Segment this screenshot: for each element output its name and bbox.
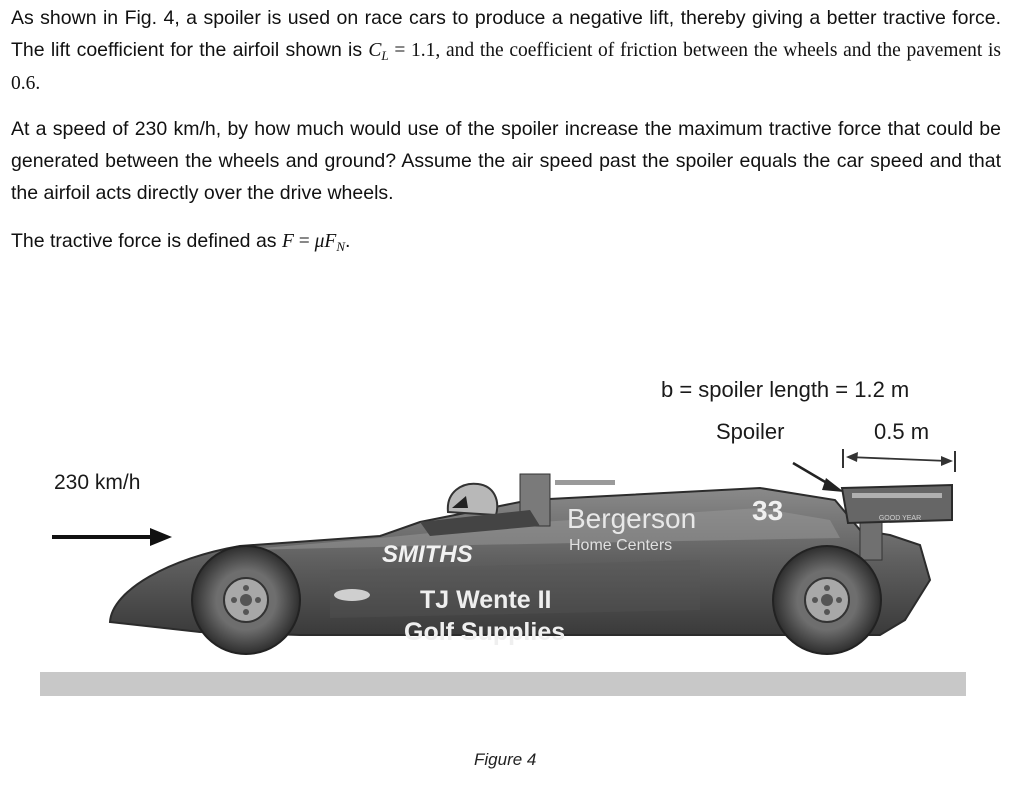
car-number: 33 [752, 495, 784, 526]
cl-value: = 1.1, and the coefficient of friction between the wheels and the pavement is 0.6. [11, 40, 1001, 94]
svg-text:GOOD YEAR: GOOD YEAR [878, 515, 922, 522]
mu-fn-symbol: $\mu F_N$ [314, 231, 346, 254]
speed-label: 230 km/h [54, 471, 141, 494]
p1-text: As shown in Fig. 4, a spoiler is used on race cars to produce a negative lift, thereby giving a better tractive force. The lift coefficient for the airfoil shown is [11, 7, 1001, 61]
problem-paragraph-2: At a speed of 230 km/h, by how much would use of the spoiler increase the maximum tractive force that could be generated between the wheels and ground? Assume the air speed past the spoiler equals the car speed and that the airfoil acts directly over the drive wheels. [11, 118, 1001, 204]
p3-period: . [345, 230, 351, 252]
velocity-arrow-icon [52, 528, 172, 546]
cl-symbol: $C_L$ [368, 40, 389, 63]
equals-sign: = [293, 231, 315, 252]
spoiler-length-label: b = spoiler length = 1.2 m [661, 377, 910, 402]
rear-wheel [773, 546, 881, 654]
front-wheel [192, 546, 300, 654]
chord-dimension-arrow [843, 449, 955, 472]
problem-paragraph-3 [11, 225, 1001, 258]
ground [40, 672, 966, 696]
car-illustration [0, 360, 1024, 785]
sponsor-smiths: SMITHS [382, 541, 473, 568]
race-car-figure [0, 360, 1024, 785]
sponsor-wente-2: Golf Supplies [404, 618, 566, 646]
spoiler-label: Spoiler [716, 419, 785, 444]
problem-paragraph-1 [11, 2, 1001, 100]
p3-text: The tractive force is defined as [11, 230, 282, 252]
sponsor-sub: Home Centers [569, 537, 673, 554]
figure-caption: Figure 4 [474, 750, 537, 769]
spoiler-pointer-arrow [793, 463, 844, 492]
force-symbol: F [281, 231, 294, 252]
chord-label: 0.5 m [874, 419, 930, 444]
sponsor-main: Bergerson [567, 503, 697, 534]
sponsor-wente-1: TJ Wente II [420, 586, 552, 614]
